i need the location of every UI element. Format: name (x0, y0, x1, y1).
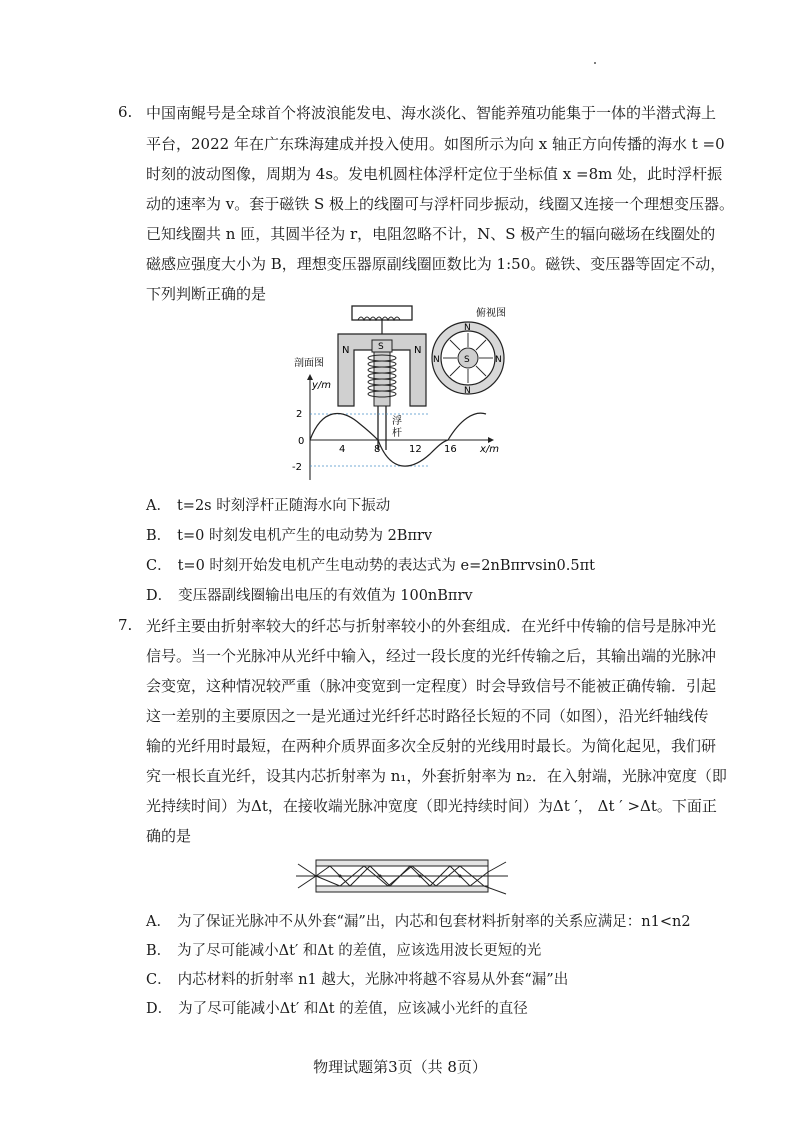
x-tick-label: 8 (374, 444, 381, 455)
question-6-number: 6. (118, 103, 133, 121)
pole-s-label: S (464, 355, 470, 365)
option-label: D． (146, 588, 173, 604)
question-7-line: 究一根长直光纤，设其内芯折射率为 n₁，外套折射率为 n₂．在入射端，光脉冲宽度（即 (146, 767, 727, 785)
question-7-line: 确的是 (146, 827, 192, 845)
q7-option-c[interactable] (146, 970, 568, 990)
option-text: 变压器副线圈输出电压的有效值为 100nBπrv (178, 588, 473, 604)
q7-option-d[interactable] (146, 999, 528, 1019)
top-view-label: 俯视图 (476, 308, 506, 319)
question-6-line: 磁感应强度大小为 B，理想变压器原副线圈匝数比为 1:50。磁铁、变压器等固定不动， (146, 255, 726, 273)
question-7-line: 输的光纤用时最短，在两种介质界面多次全反射的光线用时最长。为简化起见，我们研 (146, 737, 717, 755)
option-label: A． (146, 914, 171, 930)
option-text: 为了尽可能减小Δt′ 和Δt 的差值，应该减小光纤的直径 (178, 1001, 528, 1017)
question-7-line: 会变宽，这种情况较严重（脉冲变宽到一定程度）时会导致信号不能被正确传输．引起 (146, 677, 717, 695)
q6-option-b[interactable] (146, 526, 432, 546)
y-axis-label: y/m (312, 380, 332, 391)
pole-s-label: S (378, 342, 384, 352)
question-6-line: 时刻的波动图像，周期为 4s。发电机圆柱体浮杆定位于坐标值 x =8m 处，此时浮杆振 (146, 165, 723, 183)
question-6-line: 下列判断正确的是 (146, 285, 267, 303)
q6-option-a[interactable] (146, 496, 390, 516)
float-rod-label: 浮 (392, 416, 402, 427)
y-tick-label: 0 (298, 436, 305, 447)
pole-n-label: N (414, 345, 422, 356)
question-7-line: 光持续时间）为Δt，在接收端光脉冲宽度（即光持续时间）为Δt ′， Δt ′ >Δt。下面正 (146, 797, 717, 815)
option-label: B． (146, 528, 172, 544)
x-tick-label: 16 (444, 444, 457, 455)
pole-n-label: N (464, 323, 471, 333)
pole-n-label: N (433, 355, 440, 365)
option-text: 内芯材料的折射率 n1 越大，光脉冲将越不容易从外套“漏”出 (177, 972, 569, 988)
question-7-line: 光纤主要由折射率较大的纤芯与折射率较小的外套组成．在光纤中传输的信号是脉冲光 (146, 617, 717, 635)
x-tick-label: 4 (339, 444, 346, 455)
question-6-line: 平台，2022 年在广东珠海建成并投入使用。如图所示为向 x 轴正方向传播的海水 t =0 (146, 135, 725, 153)
option-text: 为了尽可能减小Δt′ 和Δt 的差值，应该选用波长更短的光 (177, 943, 542, 959)
option-text: t=0 时刻发电机产生的电动势为 2Bπrv (177, 528, 433, 544)
question-7-number: 7. (118, 616, 133, 634)
question-7-line: 这一差别的主要原因之一是光通过光纤纤芯时路径长短的不同（如图），沿光纤轴线传 (146, 707, 709, 725)
q6-option-c[interactable] (146, 556, 595, 576)
question-6-line: 中国南鲲号是全球首个将波浪能发电、海水淡化、智能养殖功能集于一体的半潜式海上 (146, 104, 717, 122)
option-text: t=2s 时刻浮杆正随海水向下振动 (176, 498, 391, 514)
pole-n-label: N (495, 355, 502, 365)
pole-n-label: N (464, 386, 471, 396)
option-text: t=0 时刻开始发电机产生电动势的表达式为 e=2nBπrvsin0.5πt (177, 558, 595, 574)
x-tick-label: 12 (409, 444, 422, 455)
option-label: A． (146, 498, 171, 514)
option-text: 为了保证光脉冲不从外套“漏”出，内芯和包套材料折射率的关系应满足：n1<n2 (176, 914, 691, 930)
option-label: D． (146, 1001, 173, 1017)
q6-option-d[interactable] (146, 586, 473, 606)
generator-wave-figure (290, 300, 530, 486)
section-view-label: 剖面图 (294, 358, 324, 369)
q7-option-b[interactable] (146, 941, 541, 961)
option-label: B． (146, 943, 172, 959)
q7-option-a[interactable] (146, 912, 691, 932)
option-label: C． (146, 972, 172, 988)
y-tick-label: -2 (292, 462, 302, 473)
question-7-line: 信号。当一个光脉冲从光纤中输入，经过一段长度的光纤传输之后，其输出端的光脉冲 (146, 647, 717, 665)
scan-speck (594, 62, 596, 64)
option-label: C． (146, 558, 172, 574)
y-tick-label: 2 (296, 409, 303, 420)
optical-fiber-figure (296, 852, 508, 902)
float-rod-label: 杆 (392, 428, 402, 439)
pole-n-label: N (342, 345, 350, 356)
question-6-line: 动的速率为 v。套于磁铁 S 极上的线圈可与浮杆同步振动，线圈又连接一个理想变压器。 (146, 195, 735, 213)
x-axis-label: x/m (480, 444, 500, 455)
question-6-line: 已知线圈共 n 匝，其圆半径为 r，电阻忽略不计，N、S 极产生的辐向磁场在线圈处的 (146, 225, 716, 243)
page-footer: 物理试题第3页（共 8页） (313, 1058, 487, 1076)
